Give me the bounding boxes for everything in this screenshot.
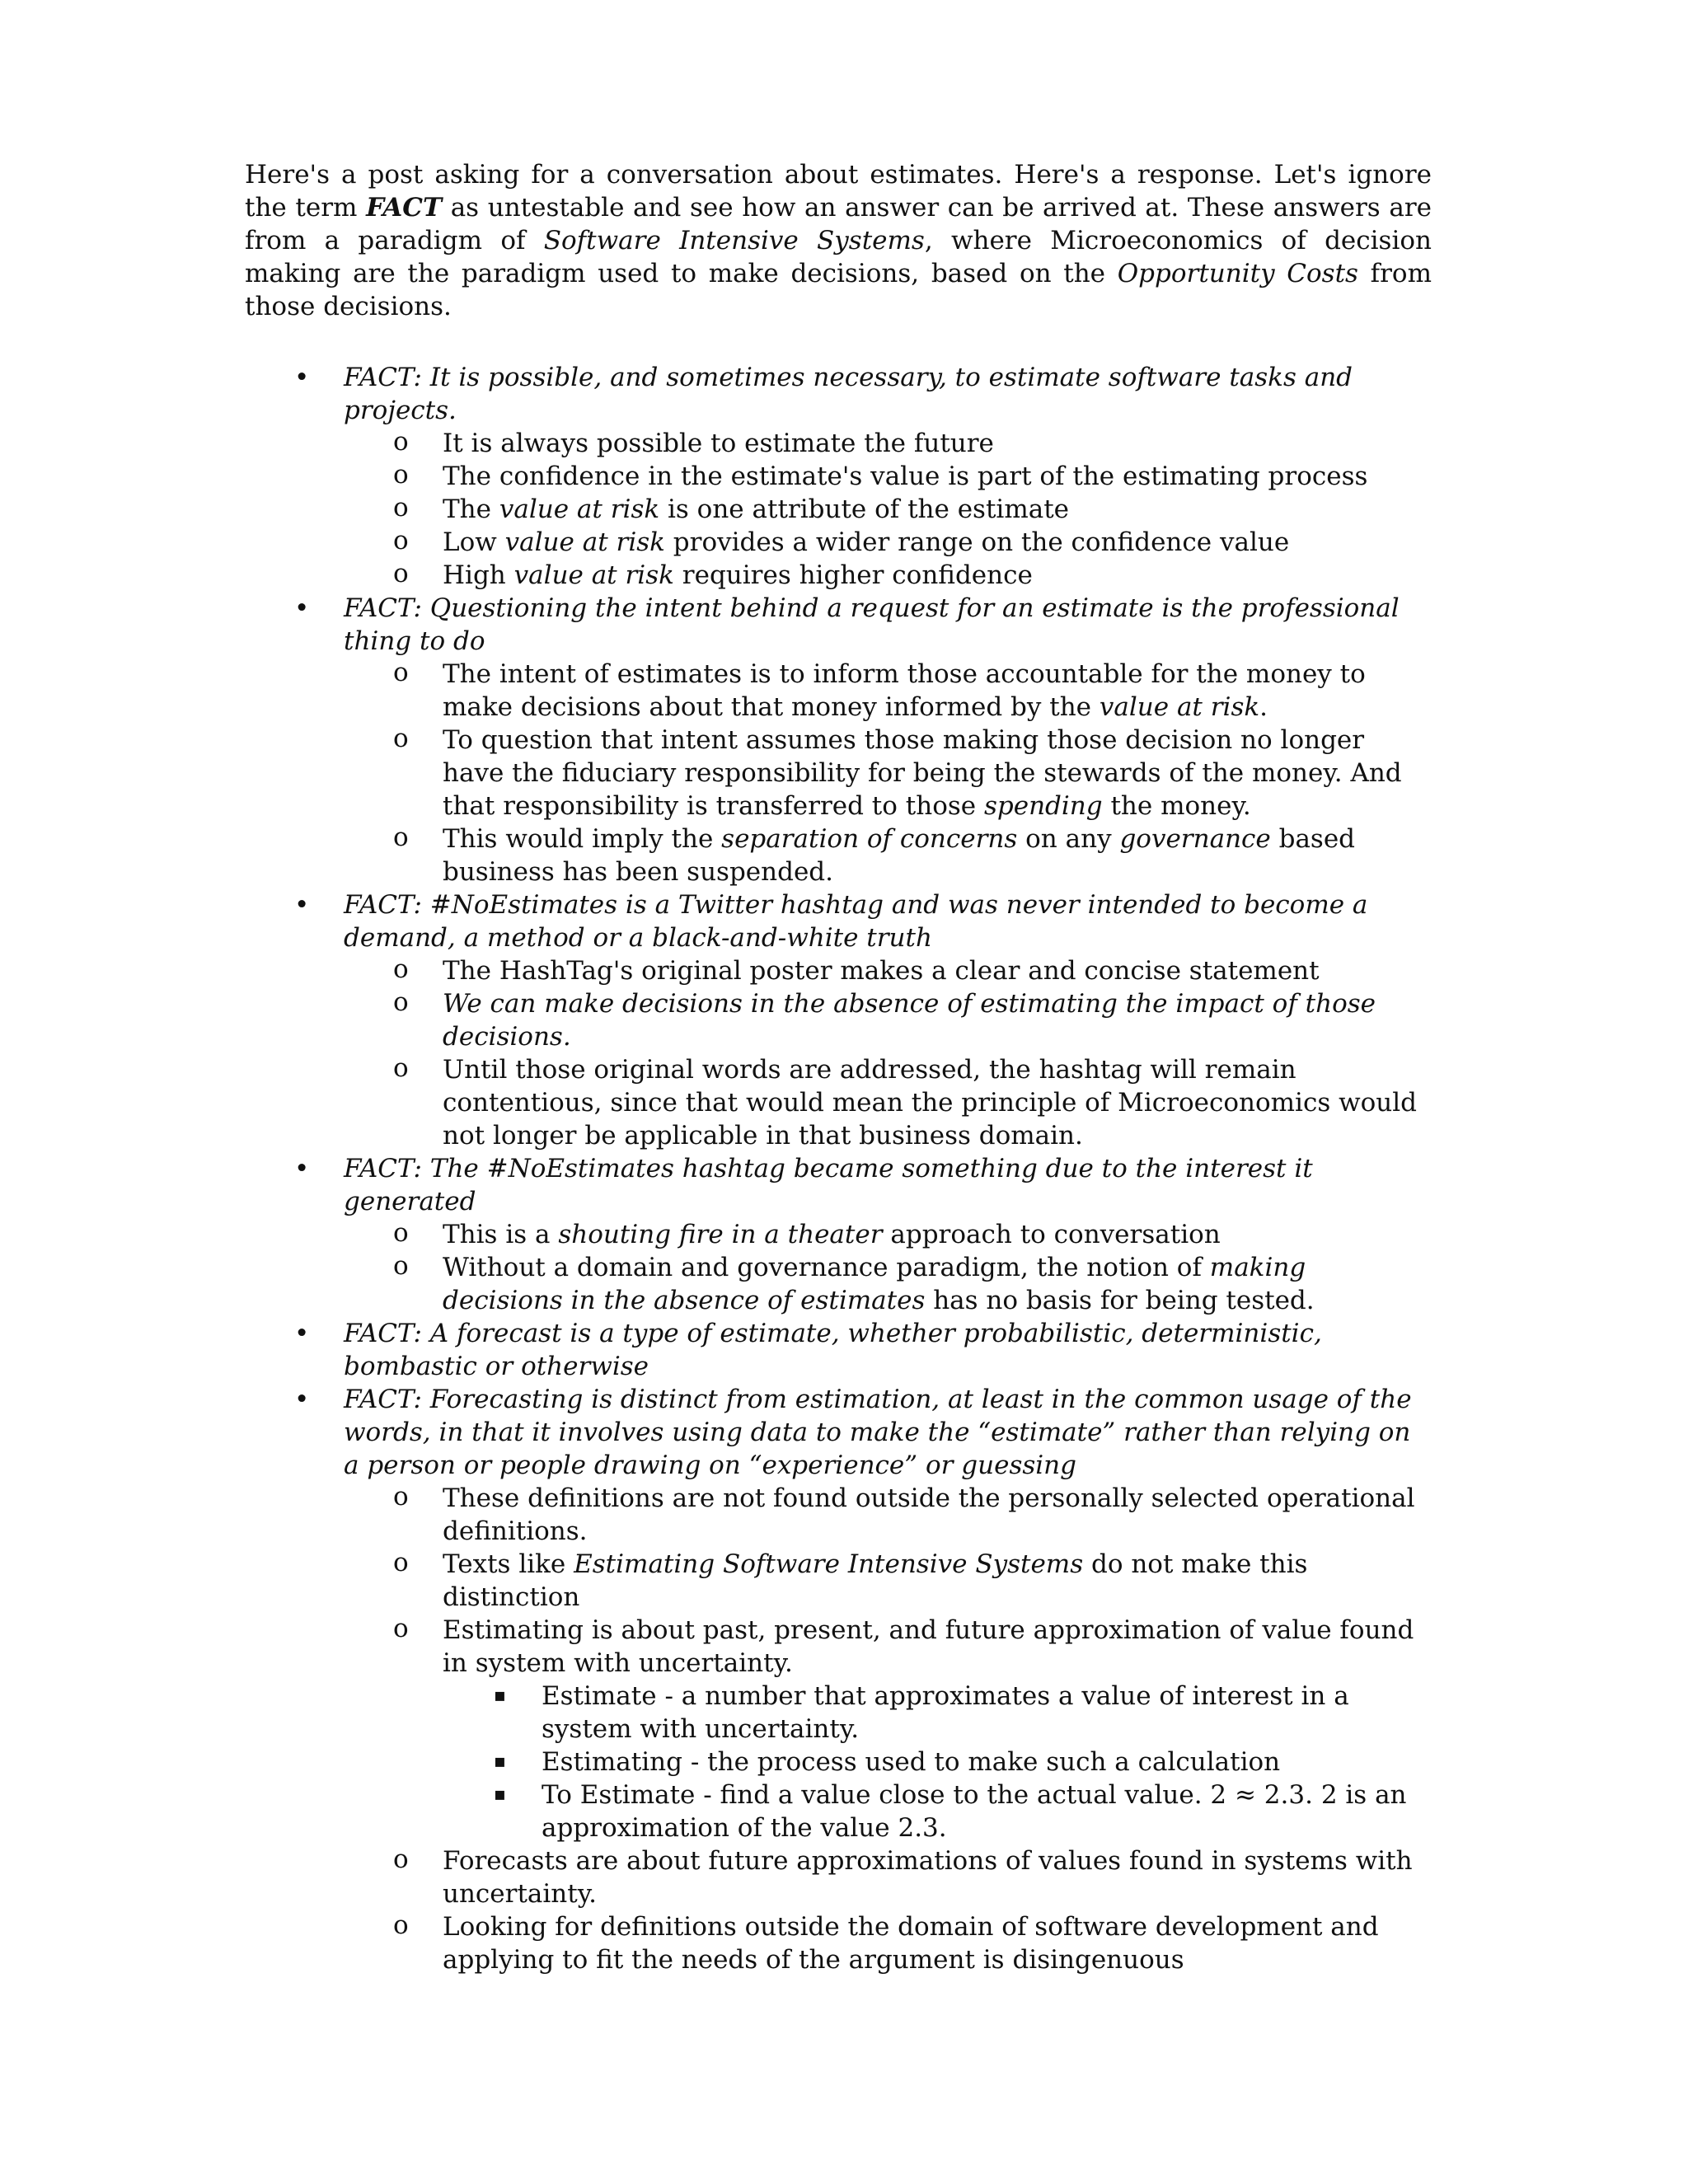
- circle-bullet-icon: o: [393, 1053, 409, 1083]
- list-item: o The intent of estimates is to inform those accountable for the money to make decisions about that money informed by the value at risk.: [393, 658, 1366, 722]
- circle-bullet-icon: o: [393, 1218, 409, 1248]
- definition-item: ▪ Estimating - the process used to make such a calculation: [494, 1747, 1281, 1777]
- list-item: o Forecasts are about future approximations of values found in systems with uncertainty.: [393, 1844, 1413, 1909]
- list-item: o This would imply the separation of concerns on any governance based business has been suspended.: [393, 823, 1356, 887]
- circle-bullet-icon: o: [393, 724, 409, 753]
- circle-bullet-icon: o: [393, 987, 409, 1017]
- fact-statement: FACT: It is possible, and sometimes necessary, to estimate software tasks and projects.: [344, 363, 1353, 425]
- fact-statement: FACT: Questioning the intent behind a request for an estimate is the professional thing to do: [344, 593, 1400, 656]
- intro-text: Here's a post asking for a conversation about estimates. Here's a response. Let's ignore the term: [245, 160, 1432, 223]
- definition-item: ▪ To Estimate - find a value close to the actual value. 2 ≈ 2.3. 2 is an approximation of the value 2.3.: [494, 1780, 1407, 1843]
- list-item: o The value at risk is one attribute of the estimate: [393, 493, 1070, 524]
- document-page: [245, 158, 1432, 1976]
- circle-bullet-icon: o: [393, 559, 409, 588]
- circle-bullet-icon: o: [393, 1548, 409, 1577]
- intro-text: from those decisions.: [245, 259, 1432, 321]
- fact-statement: FACT: Forecasting is distinct from estimation, at least in the common usage of the words, in that it involves using data to make the “estimate” rather than relying on a person or people drawing on “experience” or guessing: [344, 1385, 1412, 1480]
- list-item: o These definitions are not found outside the personally selected operational definitions.: [393, 1482, 1415, 1546]
- list-item: o Without a domain and governance paradigm, the notion of making decisions in the absence of estimates has no basis for being tested.: [393, 1251, 1315, 1315]
- fact-statement: FACT: The #NoEstimates hashtag became something due to the interest it generated: [344, 1154, 1313, 1216]
- square-bullet-icon: ▪: [494, 1784, 506, 1805]
- list-item: o It is always possible to estimate the future: [393, 427, 994, 458]
- intro-emphasis: Software Intensive Systems: [543, 226, 925, 255]
- sub-list: [344, 954, 1432, 1152]
- square-bullet-icon: ▪: [494, 1751, 506, 1772]
- fact-item: [245, 361, 1432, 592]
- definition-list: [443, 1680, 1432, 1844]
- circle-bullet-icon: o: [393, 460, 409, 490]
- sub-list: [344, 658, 1432, 888]
- circle-bullet-icon: o: [393, 1482, 409, 1511]
- circle-bullet-icon: o: [393, 1844, 409, 1874]
- list-item: o Looking for definitions outside the domain of software development and applying to fit the needs of the argument is disingenuous: [393, 1910, 1379, 1975]
- list-item: o Until those original words are addressed, the hashtag will remain contentious, since that would mean the principle of Microeconomics would not longer be applicable in that business domain.: [393, 1053, 1418, 1151]
- fact-item: [245, 888, 1432, 1152]
- circle-bullet-icon: o: [393, 1251, 409, 1281]
- circle-bullet-icon: o: [393, 658, 409, 687]
- sub-list: [344, 1218, 1432, 1317]
- fact-item: [245, 1317, 1432, 1383]
- circle-bullet-icon: o: [393, 493, 409, 523]
- list-item: o We can make decisions in the absence of estimating the impact of those decisions.: [393, 987, 1376, 1052]
- fact-term: FACT: [366, 193, 443, 223]
- fact-statement: FACT: #NoEstimates is a Twitter hashtag and was never intended to become a demand, a method or a black-and-white truth: [344, 890, 1368, 953]
- circle-bullet-icon: o: [393, 1910, 409, 1940]
- fact-item: [245, 1152, 1432, 1317]
- intro-text: , where Microeconomics of decision making are the paradigm used to make decisions, based on the: [245, 226, 1432, 288]
- bullet-icon: •: [294, 1154, 310, 1183]
- bullet-icon: •: [294, 1319, 310, 1348]
- circle-bullet-icon: o: [393, 1614, 409, 1643]
- square-bullet-icon: ▪: [494, 1685, 506, 1706]
- circle-bullet-icon: o: [393, 427, 409, 457]
- list-item: o High value at risk requires higher confidence: [393, 559, 1033, 590]
- fact-item: [245, 1383, 1432, 1976]
- definition-item: ▪ Estimate - a number that approximates a value of interest in a system with uncertainty.: [494, 1681, 1349, 1744]
- list-item: o Low value at risk provides a wider range on the confidence value: [393, 526, 1290, 557]
- list-item: o Texts like Estimating Software Intensive Systems do not make this distinction: [393, 1548, 1308, 1612]
- intro-paragraph: [245, 158, 1432, 323]
- sub-list: [344, 427, 1432, 592]
- fact-statement: FACT: A forecast is a type of estimate, whether probabilistic, deterministic, bombastic or otherwise: [344, 1319, 1322, 1381]
- list-item: o The HashTag's original poster makes a clear and concise statement: [393, 954, 1320, 986]
- bullet-icon: •: [294, 593, 310, 623]
- fact-list: [245, 361, 1432, 1976]
- circle-bullet-icon: o: [393, 823, 409, 852]
- fact-item: [245, 592, 1432, 888]
- list-item: o The confidence in the estimate's value is part of the estimating process: [393, 460, 1368, 491]
- list-item: o This is a shouting fire in a theater approach to conversation: [393, 1218, 1221, 1249]
- list-item: o To question that intent assumes those making those decision no longer have the fiduciary responsibility for being the stewards of the money. And that responsibility is transferred to those spending the money.: [393, 724, 1402, 821]
- bullet-icon: •: [294, 1385, 310, 1414]
- circle-bullet-icon: o: [393, 954, 409, 984]
- circle-bullet-icon: o: [393, 526, 409, 555]
- intro-text: as untestable and see how an answer can be arrived at. These answers are from a paradigm of: [245, 193, 1432, 255]
- bullet-icon: •: [294, 890, 310, 920]
- intro-emphasis: Opportunity Costs: [1117, 259, 1358, 288]
- sub-list: [344, 1482, 1432, 1976]
- list-item: o Estimating is about past, present, and future approximation of value found in system with uncertainty. ▪ Estimate - a number that approximates a value of interest in a system with uncertainty. ▪ Estimating - the process used to make such a calculation ▪ To Estimate - find a value close to the actual value. 2 ≈ 2.3. 2 is an approximation of the value 2.3.: [344, 1614, 1432, 1844]
- bullet-icon: •: [294, 363, 310, 392]
